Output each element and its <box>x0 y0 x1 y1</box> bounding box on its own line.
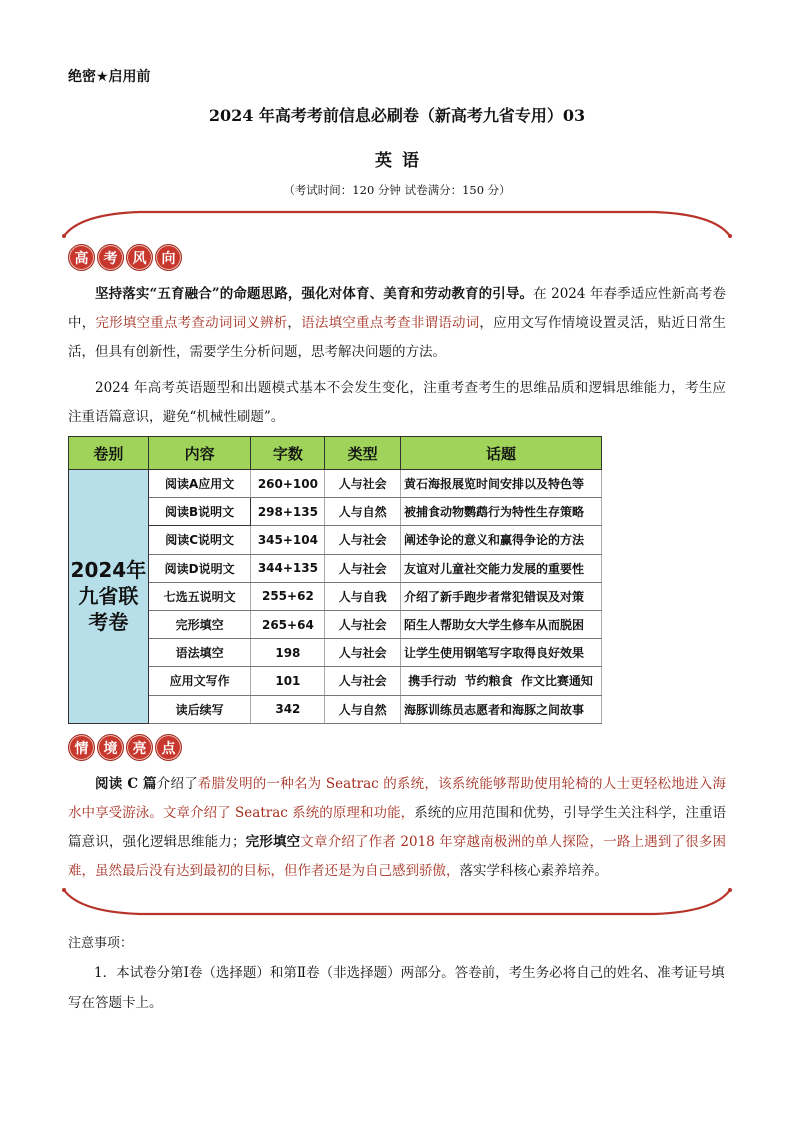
content-cell: 完形填空 <box>148 610 251 638</box>
table-header-row <box>69 437 602 470</box>
table-row <box>69 526 602 554</box>
words-cell: 255+62 <box>251 582 325 610</box>
table-row <box>69 667 602 695</box>
heading-badge-char: 高 <box>68 244 95 271</box>
table-row <box>69 470 602 498</box>
content-cell: 语法填空 <box>148 639 251 667</box>
topic-cell: 海豚训练员志愿者和海豚之间故事 <box>401 695 602 723</box>
table-row <box>69 695 602 723</box>
para1-text: ，应用文写作情境设置灵活，贴近日常生活，但具有创新性，需要学生分析问题，思考解决问题的方法。 <box>68 315 727 360</box>
type-cell: 人与自我 <box>325 582 401 610</box>
subject-title: 英语 <box>375 151 429 171</box>
heading-badge-char: 向 <box>155 244 182 271</box>
heading-badge-char: 考 <box>97 244 124 271</box>
trend-paragraph-2: 2024 年高考英语题型和出题模式基本不会发生变化，注重考查考生的思维品质和逻辑思维能力，考生应注重语篇意识，避免“机械性刷题”。 <box>68 380 726 425</box>
words-cell: 345+104 <box>251 526 325 554</box>
notes-title: 注意事项： <box>68 936 134 951</box>
topic-cell: 友谊对儿童社交能力发展的重要性 <box>401 554 602 582</box>
content-cell: 读后续写 <box>148 695 251 723</box>
heading-badge-char: 风 <box>126 244 153 271</box>
heading-badge-char: 点 <box>155 734 182 761</box>
table-header: 话题 <box>401 437 602 470</box>
highlights-text: 系统的应用范围和优势，引导学生关注科学，注重语篇意识，强化逻辑思维能力； <box>68 805 727 850</box>
words-cell: 298+135 <box>251 498 325 526</box>
words-cell: 265+64 <box>251 610 325 638</box>
words-cell: 342 <box>251 695 325 723</box>
heading-badge-char: 亮 <box>126 734 153 761</box>
table-row <box>69 639 602 667</box>
exam-info: （考试时间：120 分钟 试卷满分：150 分） <box>283 183 511 197</box>
content-cell: 阅读A应用文 <box>148 470 251 498</box>
paper-type-cell: 2024年九省联考卷 <box>69 470 149 724</box>
highlights-red-text: 希腊发明的一种名为 Seatrac 的系统，该系统能够帮助使用轮椅的人士更轻松地进入海水中享受游泳。文章介绍了 Seatrac 系统的原理和功能， <box>68 776 726 821</box>
heading-badge-char: 境 <box>97 734 124 761</box>
section-heading-context-highlights <box>68 734 182 761</box>
topic-cell: 让学生使用钢笔写字取得良好效果 <box>401 639 602 667</box>
highlights-paragraph <box>68 770 726 886</box>
trend-paragraph-1 <box>68 280 726 367</box>
table-header: 卷别 <box>69 437 149 470</box>
bottom-divider-arc <box>60 884 734 920</box>
words-cell: 198 <box>251 639 325 667</box>
exam-structure-table <box>68 436 602 724</box>
table-header: 字数 <box>251 437 325 470</box>
notes-item-1: 1．本试卷分第Ⅰ卷（选择题）和第Ⅱ卷（非选择题）两部分。答卷前，考生务必将自己的姓名、准考证号填写在答题卡上。 <box>68 965 725 1011</box>
table-header: 内容 <box>148 437 251 470</box>
table-header: 类型 <box>325 437 401 470</box>
topic-cell: 被捕食动物鹦鹉行为特性生存策略 <box>401 498 602 526</box>
heading-badge-char: 情 <box>68 734 95 761</box>
type-cell: 人与社会 <box>325 667 401 695</box>
document-title: 2024 年高考考前信息必刷卷（新高考九省专用）03 <box>208 106 586 125</box>
highlights-text: 落实学科核心素养培养。 <box>459 863 608 879</box>
content-cell: 七选五说明文 <box>148 582 251 610</box>
type-cell: 人与社会 <box>325 639 401 667</box>
content-cell: 阅读B说明文 <box>148 498 251 526</box>
section-heading-gaokao-trend <box>68 244 182 271</box>
topic-cell: 陌生人帮助女大学生修车从而脱困 <box>401 610 602 638</box>
table-row <box>69 498 602 526</box>
highlights-text: 介绍了 <box>156 776 198 792</box>
topic-cell: 介绍了新手跑步者常犯错误及对策 <box>401 582 602 610</box>
words-cell: 101 <box>251 667 325 695</box>
table-row <box>69 554 602 582</box>
type-cell: 人与社会 <box>325 470 401 498</box>
cloze-label: 完形填空 <box>245 834 301 850</box>
para1-text: 在 2024 年春季适应性新高考卷中， <box>68 286 726 331</box>
para1-lead: 坚持落实“五育融合”的命题思路，强化对体育、美育和劳动教育的引导。 <box>95 286 534 302</box>
passage-c-label: 阅读 C 篇 <box>95 776 157 792</box>
topic-cell: 黄石海报展览时间安排以及特色等 <box>401 470 602 498</box>
type-cell: 人与社会 <box>325 554 401 582</box>
content-cell: 阅读C说明文 <box>148 526 251 554</box>
topic-cell: 携手行动 节约粮食 作文比赛通知 <box>401 667 602 695</box>
highlights-red-text: 文章介绍了作者 2018 年穿越南极洲的单人探险，一路上遇到了很多困难，虽然最后没有达到最初的目标，但作者还是为自己感到骄傲， <box>68 834 726 879</box>
table-row <box>69 582 602 610</box>
type-cell: 人与自然 <box>325 498 401 526</box>
type-cell: 人与自然 <box>325 695 401 723</box>
type-cell: 人与社会 <box>325 526 401 554</box>
para1-highlight-grammar: 语法填空重点考查非谓语动词 <box>301 315 480 331</box>
table-row <box>69 610 602 638</box>
para1-highlight-cloze: 完形填空重点考查动词词义辨析 <box>95 315 288 331</box>
words-cell: 260+100 <box>251 470 325 498</box>
para1-text: ， <box>287 315 302 331</box>
content-cell: 阅读D说明文 <box>148 554 251 582</box>
top-divider-arc <box>60 206 734 242</box>
type-cell: 人与社会 <box>325 610 401 638</box>
topic-cell: 阐述争论的意义和赢得争论的方法 <box>401 526 602 554</box>
words-cell: 344+135 <box>251 554 325 582</box>
confidential-label: 绝密★启用前 <box>68 69 151 85</box>
content-cell: 应用文写作 <box>148 667 251 695</box>
